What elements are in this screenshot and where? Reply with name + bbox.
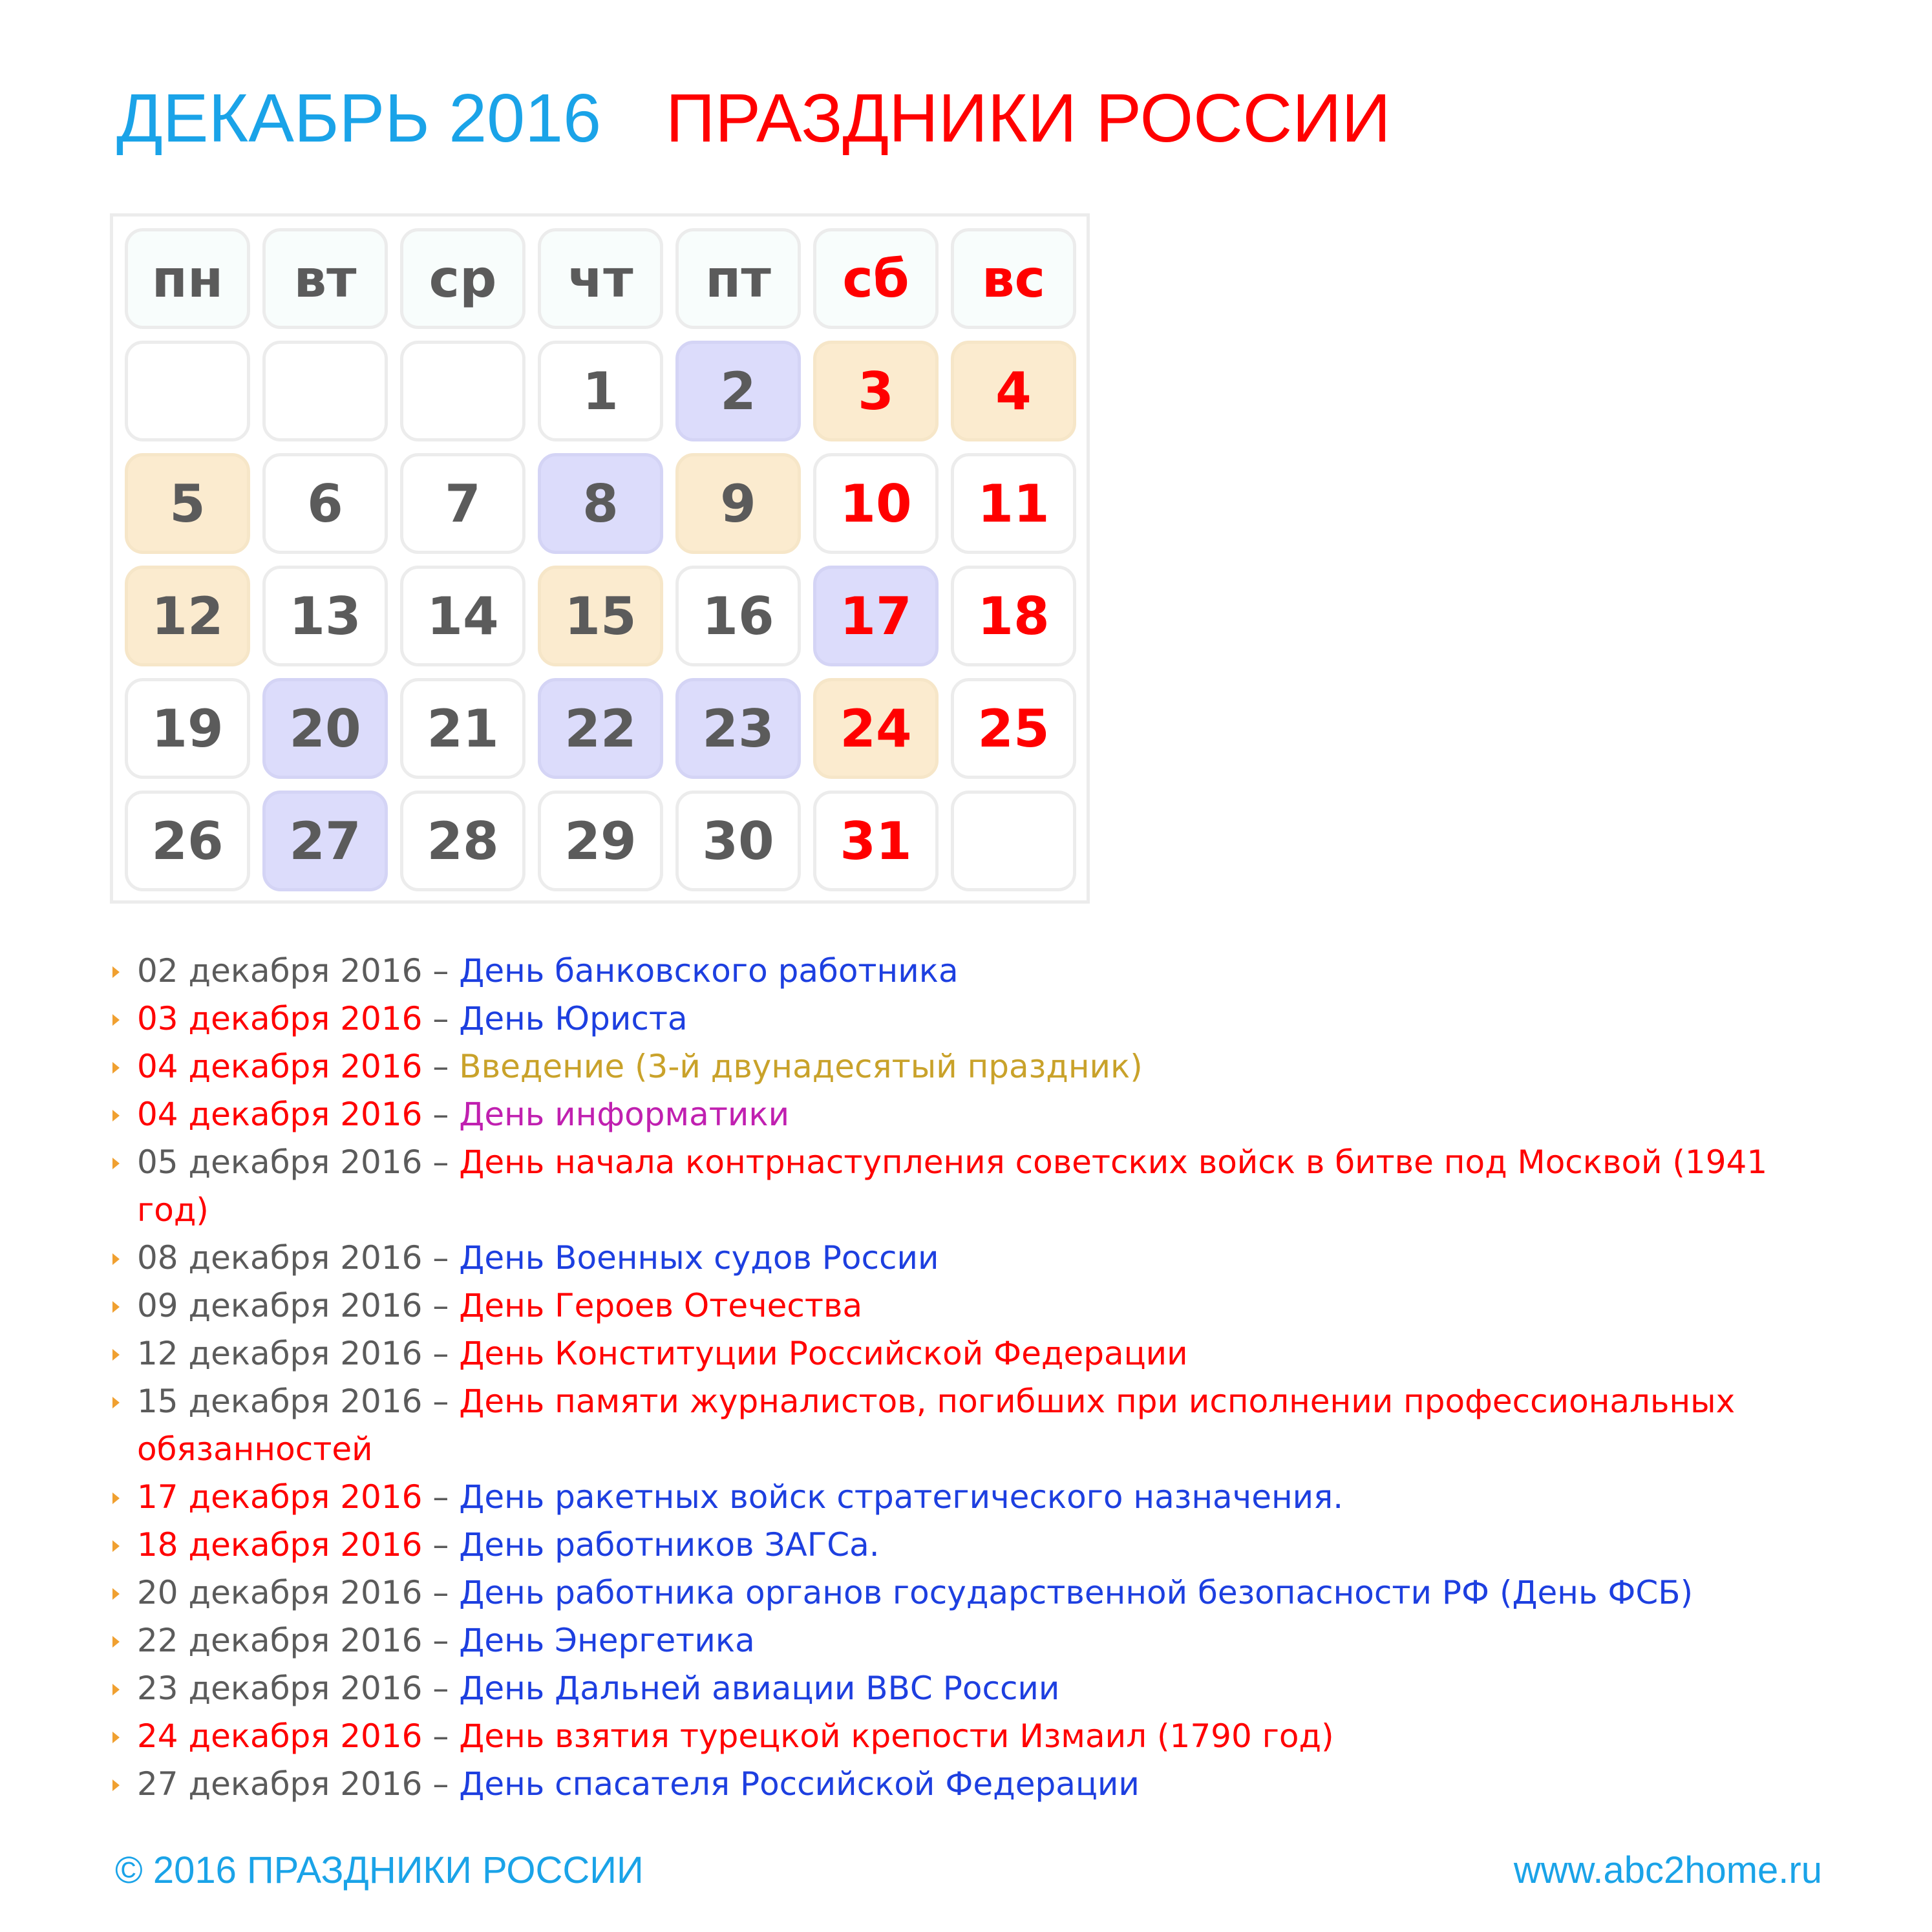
calendar-day[interactable]: 24 (813, 678, 939, 779)
calendar-day[interactable]: 3 (813, 341, 939, 441)
bullet-icon (112, 1062, 120, 1074)
holiday-item (110, 1330, 1855, 1377)
holiday-title[interactable]: День работников ЗАГСа. (459, 1526, 880, 1564)
holiday-item (110, 995, 1855, 1043)
separator: – (432, 1287, 449, 1324)
bullet-icon (112, 1349, 120, 1361)
holiday-title[interactable]: День информатики (459, 1096, 790, 1133)
holiday-title[interactable]: День банковского работника (459, 952, 959, 990)
holiday-date: 24 декабря 2016 (137, 1717, 423, 1755)
holiday-date: 22 декабря 2016 (137, 1622, 423, 1659)
calendar-empty-cell (262, 341, 388, 441)
calendar-day[interactable]: 25 (951, 678, 1076, 779)
calendar-day[interactable]: 16 (675, 566, 801, 666)
separator: – (432, 1526, 449, 1564)
weekday-header: чт (538, 228, 663, 329)
page-title (116, 76, 1391, 160)
calendar-day[interactable]: 10 (813, 453, 939, 554)
holiday-title[interactable]: День памяти журналистов, погибших при исполнении профессиональных обязанностей (137, 1383, 1736, 1468)
bullet-icon (112, 1779, 120, 1791)
holiday-title[interactable]: День спасателя Российской Федерации (459, 1765, 1140, 1803)
weekday-header: вс (951, 228, 1076, 329)
holiday-title[interactable]: День ракетных войск стратегического назначения. (459, 1478, 1344, 1516)
separator: – (432, 1048, 449, 1085)
calendar-empty-cell (125, 341, 250, 441)
calendar-empty-cell (951, 791, 1076, 891)
separator: – (432, 1096, 449, 1133)
separator: – (432, 952, 449, 990)
calendar-day[interactable]: 23 (675, 678, 801, 779)
holiday-date: 12 декабря 2016 (137, 1335, 423, 1372)
bullet-icon (112, 1588, 120, 1600)
calendar-day[interactable]: 8 (538, 453, 663, 554)
calendar-day[interactable]: 1 (538, 341, 663, 441)
holiday-item (110, 947, 1855, 995)
holiday-date: 17 декабря 2016 (137, 1478, 423, 1516)
separator: – (432, 1000, 449, 1037)
holiday-date: 02 декабря 2016 (137, 952, 423, 990)
calendar-day[interactable]: 21 (400, 678, 525, 779)
calendar-day[interactable]: 18 (951, 566, 1076, 666)
holiday-title[interactable]: Введение (3-й двунадесятый праздник) (459, 1048, 1143, 1085)
holiday-item (110, 1282, 1855, 1330)
calendar-grid (110, 213, 1090, 904)
separator: – (432, 1622, 449, 1659)
separator: – (432, 1143, 449, 1181)
holiday-item (110, 1664, 1855, 1712)
calendar-day[interactable]: 30 (675, 791, 801, 891)
separator: – (432, 1478, 449, 1516)
calendar-day[interactable]: 27 (262, 791, 388, 891)
bullet-icon (112, 966, 120, 978)
holiday-item (110, 1617, 1855, 1664)
separator: – (432, 1239, 449, 1277)
weekday-header: сб (813, 228, 939, 329)
calendar-day[interactable]: 19 (125, 678, 250, 779)
calendar-day[interactable]: 6 (262, 453, 388, 554)
holiday-title[interactable]: День Конституции Российской Федерации (459, 1335, 1188, 1372)
holiday-title[interactable]: День работника органов государственной безопасности РФ (День ФСБ) (459, 1574, 1693, 1611)
weekday-header: ср (400, 228, 525, 329)
holiday-item (110, 1569, 1855, 1617)
separator: – (432, 1670, 449, 1707)
calendar-day[interactable]: 2 (675, 341, 801, 441)
holiday-date: 08 декабря 2016 (137, 1239, 423, 1277)
holiday-item (110, 1234, 1855, 1282)
separator: – (432, 1335, 449, 1372)
holiday-item (110, 1760, 1855, 1808)
footer-site-link[interactable]: www.abc2home.ru (1513, 1849, 1822, 1891)
holiday-title[interactable]: День взятия турецкой крепости Измаил (1790 год) (459, 1717, 1334, 1755)
footer-copyright: © 2016 ПРАЗДНИКИ РОССИИ (115, 1849, 644, 1891)
holiday-list (110, 947, 1855, 1808)
holiday-date: 15 декабря 2016 (137, 1383, 423, 1420)
bullet-icon (112, 1014, 120, 1026)
holiday-date: 04 декабря 2016 (137, 1096, 423, 1133)
holiday-item (110, 1521, 1855, 1569)
bullet-icon (112, 1397, 120, 1408)
calendar-day[interactable]: 26 (125, 791, 250, 891)
holiday-date: 23 декабря 2016 (137, 1670, 423, 1707)
bullet-icon (112, 1301, 120, 1313)
holiday-date: 20 декабря 2016 (137, 1574, 423, 1611)
calendar-day[interactable]: 14 (400, 566, 525, 666)
bullet-icon (112, 1636, 120, 1648)
holiday-date: 03 декабря 2016 (137, 1000, 423, 1037)
calendar-day[interactable]: 15 (538, 566, 663, 666)
calendar-day[interactable]: 20 (262, 678, 388, 779)
calendar-day[interactable]: 13 (262, 566, 388, 666)
month-title: ДЕКАБРЬ 2016 (116, 80, 602, 156)
holiday-date: 05 декабря 2016 (137, 1143, 423, 1181)
calendar-day[interactable]: 12 (125, 566, 250, 666)
bullet-icon (112, 1732, 120, 1743)
bullet-icon (112, 1492, 120, 1504)
separator: – (432, 1717, 449, 1755)
holiday-item (110, 1712, 1855, 1760)
bullet-icon (112, 1540, 120, 1552)
holiday-title[interactable]: День Юриста (459, 1000, 688, 1037)
separator: – (432, 1383, 449, 1420)
calendar-day[interactable]: 22 (538, 678, 663, 779)
holiday-date: 04 декабря 2016 (137, 1048, 423, 1085)
holiday-item (110, 1473, 1855, 1521)
holiday-item (110, 1090, 1855, 1138)
holiday-date: 09 декабря 2016 (137, 1287, 423, 1324)
calendar-day[interactable]: 28 (400, 791, 525, 891)
calendar-empty-cell (400, 341, 525, 441)
weekday-header: пн (125, 228, 250, 329)
bullet-icon (112, 1684, 120, 1695)
calendar-day[interactable]: 17 (813, 566, 939, 666)
holiday-title[interactable]: День Военных судов России (459, 1239, 939, 1277)
weekday-header: пт (675, 228, 801, 329)
separator: – (432, 1765, 449, 1803)
bullet-icon (112, 1110, 120, 1121)
holiday-item (110, 1138, 1792, 1234)
holiday-title[interactable]: День Энергетика (459, 1622, 755, 1659)
holiday-date: 27 декабря 2016 (137, 1765, 423, 1803)
holiday-title[interactable]: День Героев Отечества (459, 1287, 863, 1324)
bullet-icon (112, 1158, 120, 1169)
holiday-item (110, 1377, 1792, 1473)
weekday-header: вт (262, 228, 388, 329)
calendar-day[interactable]: 11 (951, 453, 1076, 554)
holiday-item (110, 1043, 1855, 1090)
holiday-date: 18 декабря 2016 (137, 1526, 423, 1564)
calendar-day[interactable]: 31 (813, 791, 939, 891)
separator: – (432, 1574, 449, 1611)
calendar-day[interactable]: 9 (675, 453, 801, 554)
holiday-title[interactable]: День Дальней авиации ВВС России (459, 1670, 1060, 1707)
calendar-day[interactable]: 5 (125, 453, 250, 554)
holiday-title[interactable]: День начала контрнаступления советских войск в битве под Москвой (1941 год) (137, 1143, 1768, 1229)
site-title: ПРАЗДНИКИ РОССИИ (666, 80, 1391, 156)
bullet-icon (112, 1253, 120, 1265)
calendar-day[interactable]: 7 (400, 453, 525, 554)
calendar-day[interactable]: 4 (951, 341, 1076, 441)
calendar-day[interactable]: 29 (538, 791, 663, 891)
